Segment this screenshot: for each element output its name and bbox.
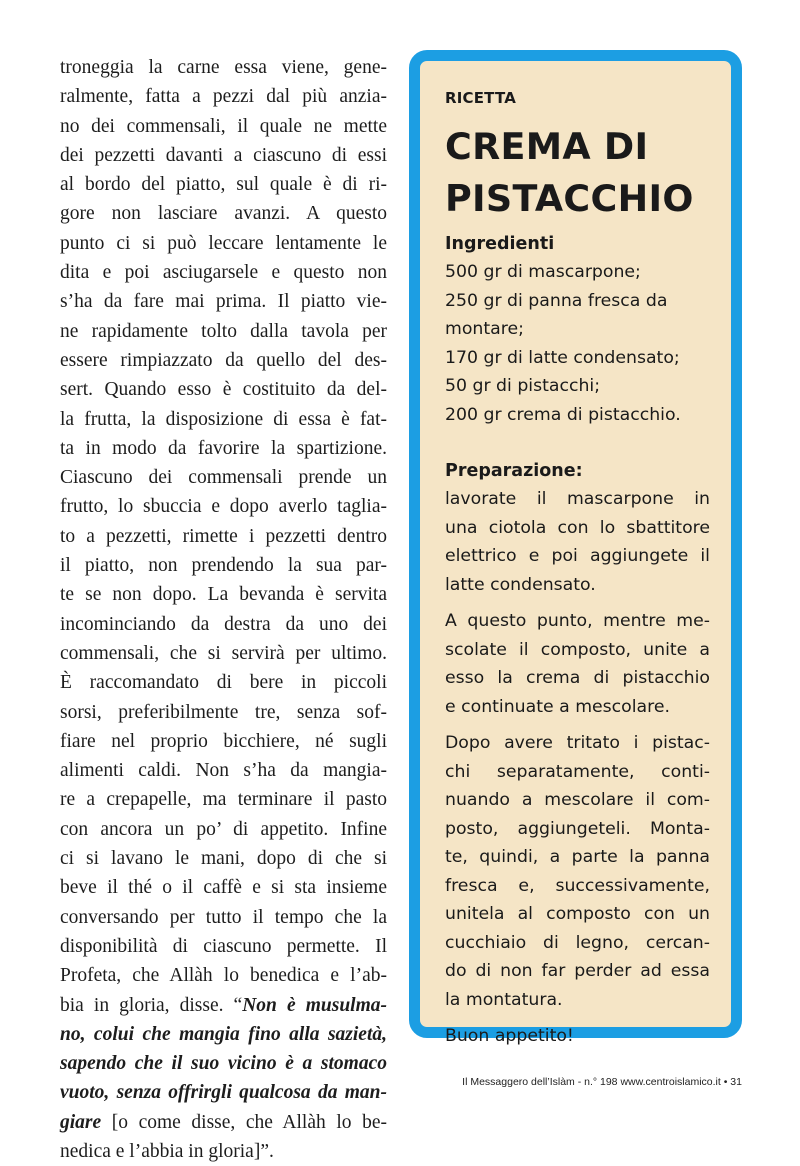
preparation-line: A questo punto, mentre me- bbox=[445, 611, 710, 631]
article-line: Profeta, che Allàh lo benedica e l’ab- bbox=[60, 965, 387, 987]
preparation-paragraph bbox=[445, 607, 710, 721]
preparation-line: te, quindi, a parte la panna bbox=[445, 847, 710, 867]
page-footer: Il Messaggero dell’Islàm - n.° 198 www.centroislamico.it • 31 bbox=[462, 1076, 742, 1088]
article-line: il piatto, non prendendo la sua par- bbox=[60, 555, 387, 577]
preparation-line: scolate il composto, unite a bbox=[445, 639, 710, 660]
preparation-line: lavorate il mascarpone in bbox=[445, 489, 710, 509]
article-line: nedica e l’abbia in gloria]”. bbox=[60, 1140, 274, 1162]
ingredients-list bbox=[445, 258, 710, 429]
preparation-line: nuando a mescolare il com- bbox=[445, 790, 710, 810]
preparation-line: elettrico e poi aggiungete il bbox=[445, 546, 710, 566]
article-line: sert. Quando esso è costituito da del- bbox=[60, 379, 387, 401]
preparation-line: chi separatamente, conti- bbox=[445, 761, 710, 782]
article-line: ta in modo da favorire la spartizione. bbox=[60, 437, 387, 459]
recipe-title-line: PISTACCHIO bbox=[445, 177, 694, 220]
article-line: to a pezzetti, rimette i pezzetti dentro bbox=[60, 525, 387, 547]
recipe-title-line: CREMA DI bbox=[445, 125, 649, 168]
preparation-paragraph bbox=[445, 485, 710, 599]
quote-line: sapendo che il suo vicino è a stomaco bbox=[60, 1053, 387, 1075]
preparation-paragraph bbox=[445, 729, 710, 1014]
article-line-text: bia in gloria, disse. “ bbox=[60, 994, 243, 1016]
article-line: fiare nel proprio bicchiere, né sugli bbox=[60, 730, 387, 752]
article-line: al bordo del piatto, sul quale è di ri- bbox=[60, 174, 387, 196]
article-line: commensali, che si servirà per ultimo. bbox=[60, 642, 387, 664]
article-line: sorsi, preferibilmente tre, senza sof- bbox=[60, 701, 387, 723]
preparation-line: unitela al composto con un bbox=[445, 904, 710, 924]
recipe-box bbox=[409, 50, 742, 1046]
article-line: troneggia la carne essa viene, gene- bbox=[60, 57, 387, 78]
article-line: gore non lasciare avanzi. A questo bbox=[60, 203, 387, 225]
article-line: frutto, lo sbuccia e dopo averlo taglia- bbox=[60, 496, 387, 518]
article-text bbox=[60, 53, 387, 1166]
article-line: conversando per tutto il tempo che la bbox=[60, 906, 387, 928]
article-line: re a crepapelle, ma terminare il pasto bbox=[60, 789, 387, 811]
preparation-line: fresca e, successivamente, bbox=[445, 875, 710, 896]
article-line: punto ci si può leccare lentamente le bbox=[60, 232, 387, 254]
article-line: essere rimpiazzato da quello del des- bbox=[60, 349, 387, 371]
recipe-label: RICETTA bbox=[445, 89, 517, 107]
closing-line: Buon appetito! bbox=[445, 1026, 574, 1046]
preparation-line: do di non far perder ad essa bbox=[445, 961, 710, 981]
recipe-content bbox=[445, 89, 710, 1051]
ingredient-line: 170 gr di latte condensato; bbox=[445, 347, 680, 368]
preparation-line: cucchiaio di legno, cercan- bbox=[445, 932, 710, 953]
article-line: disponibilità di ciascuno permette. Il bbox=[60, 935, 387, 957]
article-line: dita e poi asciugarsele e questo non bbox=[60, 262, 387, 284]
article-line: ne rapidamente tolto dalla tavola per bbox=[60, 320, 387, 342]
article-line: Ciascuno dei commensali prende un bbox=[60, 467, 387, 489]
preparation-line: Dopo avere tritato i pistac- bbox=[445, 733, 710, 753]
ingredients-heading: Ingredienti bbox=[445, 234, 555, 254]
article-line-text: [o come disse, che Allàh lo be- bbox=[101, 1111, 387, 1133]
ingredient-line: montare; bbox=[445, 319, 524, 339]
preparation-line: e continuate a mescolare. bbox=[445, 696, 670, 717]
quote-text: giare bbox=[60, 1111, 102, 1133]
article-line: no dei commensali, il quale ne mette bbox=[60, 115, 387, 137]
ingredient-line: 50 gr di pistacchi; bbox=[445, 376, 601, 396]
ingredient-line: 200 gr crema di pistacchio. bbox=[445, 404, 681, 425]
preparation-line: una ciotola con lo sbattitore bbox=[445, 517, 710, 538]
article-line-with-quote bbox=[60, 1108, 387, 1137]
article-line: la frutta, la disposizione di essa è fat- bbox=[60, 408, 387, 430]
preparation-line: esso la crema di pistacchio bbox=[445, 668, 710, 688]
article-line: beve il thé o il caffè e si sta insieme bbox=[60, 877, 387, 899]
ingredient-line: 250 gr di panna fresca da bbox=[445, 290, 668, 311]
preparation-line: posto, aggiungeteli. Monta- bbox=[445, 818, 710, 839]
article-line: incominciando da destra da uno dei bbox=[60, 613, 387, 635]
article-line: alimenti caldi. Non s’ha da mangia- bbox=[60, 760, 387, 782]
article-line: s’ha da fare mai prima. Il piatto vie- bbox=[60, 291, 387, 313]
preparation-heading: Preparazione: bbox=[445, 461, 583, 481]
quote-text: Non è musulma- bbox=[242, 994, 387, 1016]
preparation-paragraph bbox=[445, 1022, 710, 1051]
quote-line: vuoto, senza offrirgli qualcosa da man- bbox=[60, 1082, 387, 1104]
article-line: con ancora un po’ di appetito. Infine bbox=[60, 818, 387, 840]
article-line: dei pezzetti davanti a ciascuno di essi bbox=[60, 144, 387, 166]
article-line-with-quote bbox=[60, 991, 387, 1020]
preparation-line: latte condensato. bbox=[445, 574, 596, 595]
ingredient-line: 500 gr di mascarpone; bbox=[445, 262, 641, 282]
recipe-title bbox=[445, 121, 710, 225]
quote-line: no, colui che mangia fino alla sazietà, bbox=[60, 1023, 387, 1045]
preparation-line: la montatura. bbox=[445, 989, 563, 1010]
article-line: te se non dopo. La bevanda è servita bbox=[60, 584, 387, 606]
article-line: ci si lavano le mani, dopo di che si bbox=[60, 848, 387, 870]
article-line: È raccomandato di bere in piccoli bbox=[60, 672, 387, 694]
article-line: ralmente, fatta a pezzi dal più anzia- bbox=[60, 86, 387, 108]
